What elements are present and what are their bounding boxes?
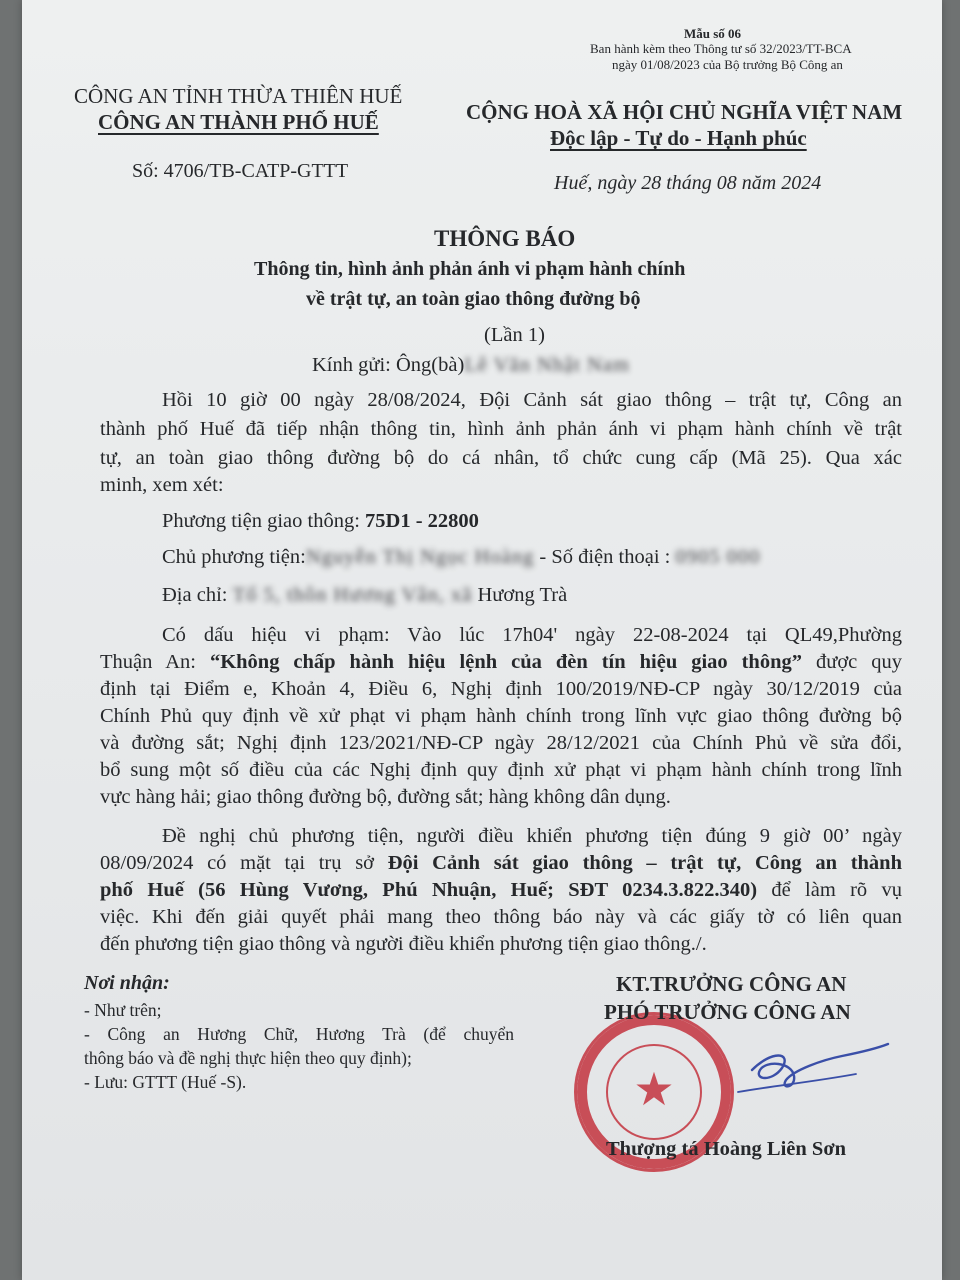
document-page xyxy=(22,0,942,1280)
request-line-3-tail: để làm rõ vụ xyxy=(757,879,902,901)
phone-label: - Số điện thoại : xyxy=(539,546,671,568)
address-label: Địa chỉ: xyxy=(162,584,228,606)
document-title: THÔNG BÁO xyxy=(434,226,576,251)
intro-line-1: Hồi 10 giờ 00 ngày 28/08/2024, Đội Cảnh sát giao thông – trật tự, Công an xyxy=(162,389,902,411)
owner-name-redacted: Nguyễn Thị Ngọc Hoàng xyxy=(305,546,535,568)
request-line-3 xyxy=(100,879,902,902)
agency-parent: CÔNG AN TỈNH THỪA THIÊN HUẾ xyxy=(74,84,403,108)
intro-line-3: tự, an toàn giao thông đường bộ do cá nhân, tổ chức cung cấp (Mã 25). Qua xác xyxy=(100,447,902,469)
violation-line-5: và đường sắt; Nghị định 123/2021/NĐ-CP ngày 28/12/2021 của Chính Phủ về sửa đổi, xyxy=(100,732,902,754)
violation-offense: “Không chấp hành hiệu lệnh của đèn tín hiệu giao thông” xyxy=(209,651,802,673)
signer-title-2: PHÓ TRƯỞNG CÔNG AN xyxy=(604,1000,851,1024)
address-tail: Hương Trà xyxy=(477,584,568,606)
request-office: Đội Cảnh sát giao thông – trật tự, Công an thành xyxy=(387,852,902,874)
request-office-address: phố Huế (56 Hùng Vương, Phú Nhuận, Huế; SĐT 0234.3.822.340) xyxy=(100,879,758,901)
document-number: Số: 4706/TB-CATP-GTTT xyxy=(132,160,349,182)
address-line xyxy=(162,584,567,607)
recipient-item-1: - Như trên; xyxy=(84,1000,162,1020)
intro-line-2: thành phố Huế đã tiếp nhận thông tin, hình ảnh phản ánh vi phạm hành chính về trật xyxy=(100,418,902,440)
violation-line-2 xyxy=(100,651,902,674)
request-line-2 xyxy=(100,852,902,875)
form-note-line2: ngày 01/08/2023 của Bộ trưởng Bộ Công an xyxy=(612,57,843,72)
phone-redacted: 0905 000 xyxy=(675,546,761,568)
request-line-4: việc. Khi đến giải quyết phải mang theo thông báo này và các giấy tờ có liên quan xyxy=(100,906,902,928)
signer-title-1: KT.TRƯỞNG CÔNG AN xyxy=(616,972,847,996)
recipient-name-redacted: Lê Văn Nhật Nam xyxy=(464,354,630,376)
violation-line-7: vực hàng hải; giao thông đường bộ, đường sắt; hàng không dân dụng. xyxy=(100,786,671,808)
star-icon: ★ xyxy=(633,1064,675,1116)
signer-name: Thượng tá Hoàng Liên Sơn xyxy=(606,1138,847,1160)
nation-name: CỘNG HOÀ XÃ HỘI CHỦ NGHĨA VIỆT NAM xyxy=(466,100,903,124)
recipient-line xyxy=(312,354,630,377)
vehicle-line xyxy=(162,510,479,533)
owner-label: Chủ phương tiện: xyxy=(162,546,306,568)
document-subtitle-1: Thông tin, hình ảnh phản ánh vi phạm hành chính xyxy=(254,258,686,280)
document-subtitle-2: về trật tự, an toàn giao thông đường bộ xyxy=(306,288,641,310)
address-redacted: Tổ 5, thôn Hương Vân, xã xyxy=(232,584,473,606)
recipient-item-2a: - Công an Hương Chữ, Hương Trà (để chuyển xyxy=(84,1024,514,1044)
license-plate: 75D1 - 22800 xyxy=(365,510,479,532)
vehicle-label: Phương tiện giao thông: xyxy=(162,510,360,532)
recipients-title: Nơi nhận: xyxy=(84,972,170,994)
request-line-5: đến phương tiện giao thông và người điều khiển phương tiện giao thông./. xyxy=(100,933,707,955)
nation-motto: Độc lập - Tự do - Hạnh phúc xyxy=(550,126,807,150)
request-line-1: Đề nghị chủ phương tiện, người điều khiển phương tiện đúng 9 giờ 00’ ngày xyxy=(162,825,902,847)
agency-name: CÔNG AN THÀNH PHỐ HUẾ xyxy=(98,110,379,134)
recipient-label: Kính gửi: Ông(bà) xyxy=(312,354,465,376)
violation-line-6: bổ sung một số điều của các Nghị định quy định xử phạt vi phạm hành chính trong lĩnh xyxy=(100,759,902,781)
request-date: 08/09/2024 có mặt tại trụ sở xyxy=(100,852,388,874)
place-date: Huế, ngày 28 tháng 08 năm 2024 xyxy=(554,172,822,194)
recipient-item-2b: thông báo và đề nghị thực hiện theo quy định); xyxy=(84,1048,412,1068)
violation-line-4: Chính Phủ quy định về xử phạt vi phạm hành chính trong lĩnh vực giao thông đường bộ xyxy=(100,705,902,727)
violation-location: Thuận An: xyxy=(100,651,210,673)
violation-line-1: Có dấu hiệu vi phạm: Vào lúc 17h04' ngày 22-08-2024 tại QL49,Phường xyxy=(162,624,902,646)
recipient-item-3: - Lưu: GTTT (Huế -S). xyxy=(84,1072,247,1092)
notice-round: (Lần 1) xyxy=(484,324,545,346)
intro-line-4: minh, xem xét: xyxy=(100,474,224,496)
form-number: Mẫu số 06 xyxy=(684,26,742,41)
signature-icon xyxy=(642,1030,902,1120)
violation-line-3: định tại Điểm e, Khoản 4, Điều 6, Nghị định 100/2019/NĐ-CP ngày 30/12/2019 của xyxy=(100,678,902,700)
form-note-line1: Ban hành kèm theo Thông tư số 32/2023/TT-BCA xyxy=(590,41,852,56)
violation-line-2-tail: được quy xyxy=(802,651,902,673)
owner-line xyxy=(162,546,760,569)
